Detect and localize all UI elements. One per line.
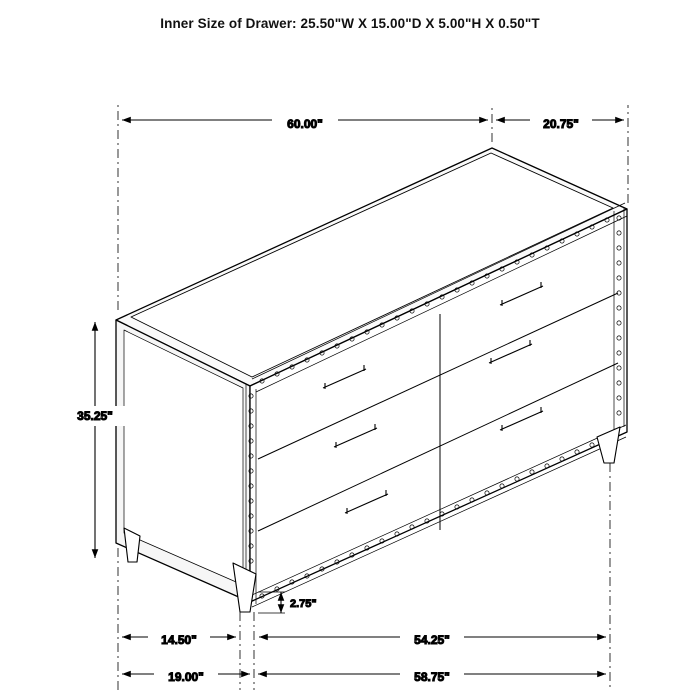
side-overall-label: 19.00" bbox=[168, 670, 204, 685]
height-label: 35.25" bbox=[77, 409, 113, 424]
top-depth-label: 20.75" bbox=[543, 117, 579, 132]
side-base-label: 14.50" bbox=[161, 633, 197, 648]
leg-height-label: 2.75" bbox=[290, 597, 317, 610]
top-width-label: 60.00" bbox=[287, 117, 323, 132]
page-title: Inner Size of Drawer: 25.50"W X 15.00"D X 5.00"H X 0.50"T bbox=[160, 16, 540, 31]
front-base-label: 54.25" bbox=[414, 633, 450, 648]
dresser-illustration bbox=[116, 148, 627, 612]
front-overall-label: 58.75" bbox=[414, 670, 450, 685]
